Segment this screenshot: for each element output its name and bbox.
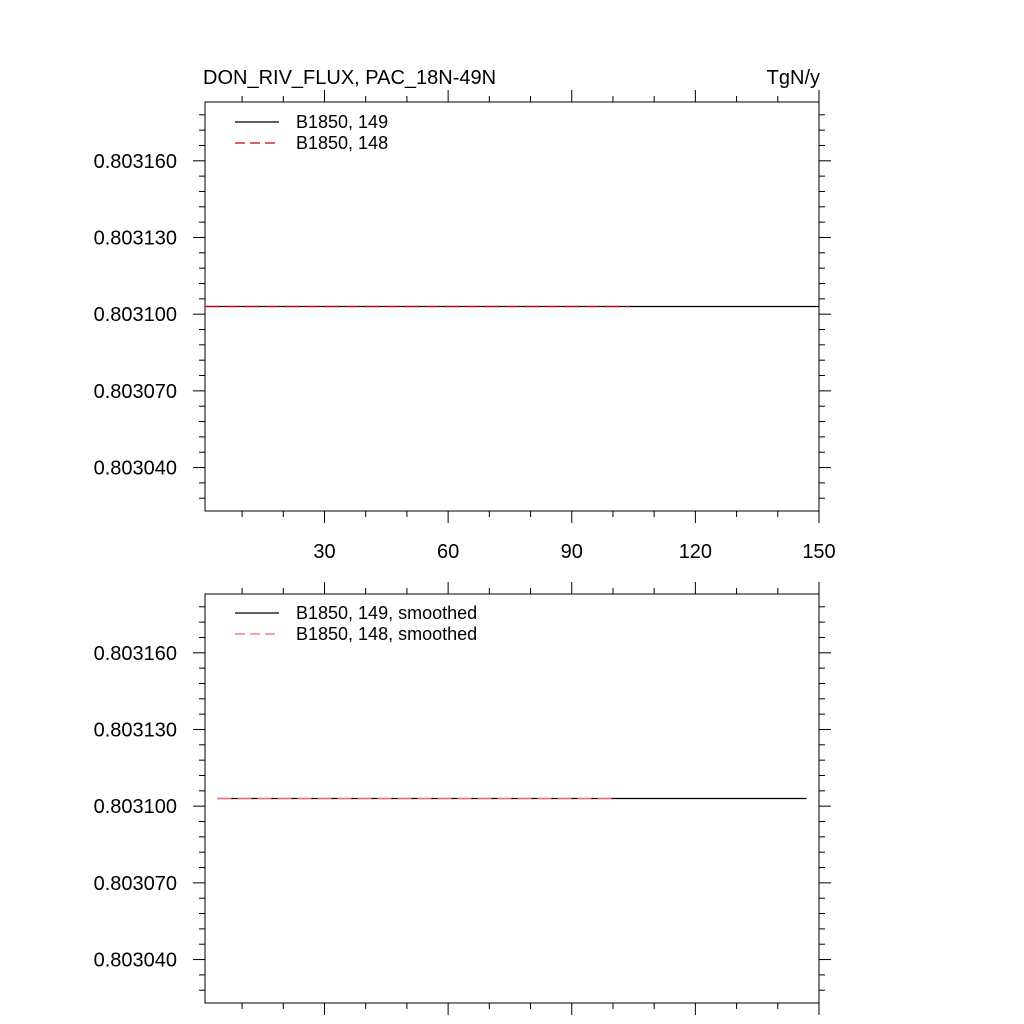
y-tick-label: 0.803040 [93, 949, 177, 972]
y-tick-label: 0.803160 [93, 642, 177, 665]
chart-title: DON_RIV_FLUX, PAC_18N-49N [203, 67, 497, 89]
y-tick-label: 0.803040 [93, 457, 177, 480]
x-tick-label: 60 [437, 541, 460, 563]
x-tick-label: 30 [313, 541, 336, 563]
legend-label: B1850, 149, smoothed [296, 603, 478, 623]
y-tick-label: 0.803100 [93, 796, 177, 819]
x-tick-label: 150 [802, 541, 836, 563]
y-tick-label: 0.803130 [93, 227, 177, 250]
y-tick-label: 0.803070 [93, 872, 177, 895]
units-label: TgN/y [766, 67, 820, 89]
x-tick-label: 120 [678, 541, 713, 563]
x-tick-label: 90 [560, 541, 583, 563]
y-tick-label: 0.803130 [93, 719, 177, 742]
legend-label: B1850, 148, smoothed [296, 624, 478, 644]
y-tick-label: 0.803160 [93, 150, 177, 173]
legend-label: B1850, 148 [296, 133, 389, 153]
legend-label: B1850, 149 [296, 112, 389, 132]
y-tick-label: 0.803100 [93, 304, 177, 327]
y-tick-label: 0.803070 [93, 380, 177, 403]
